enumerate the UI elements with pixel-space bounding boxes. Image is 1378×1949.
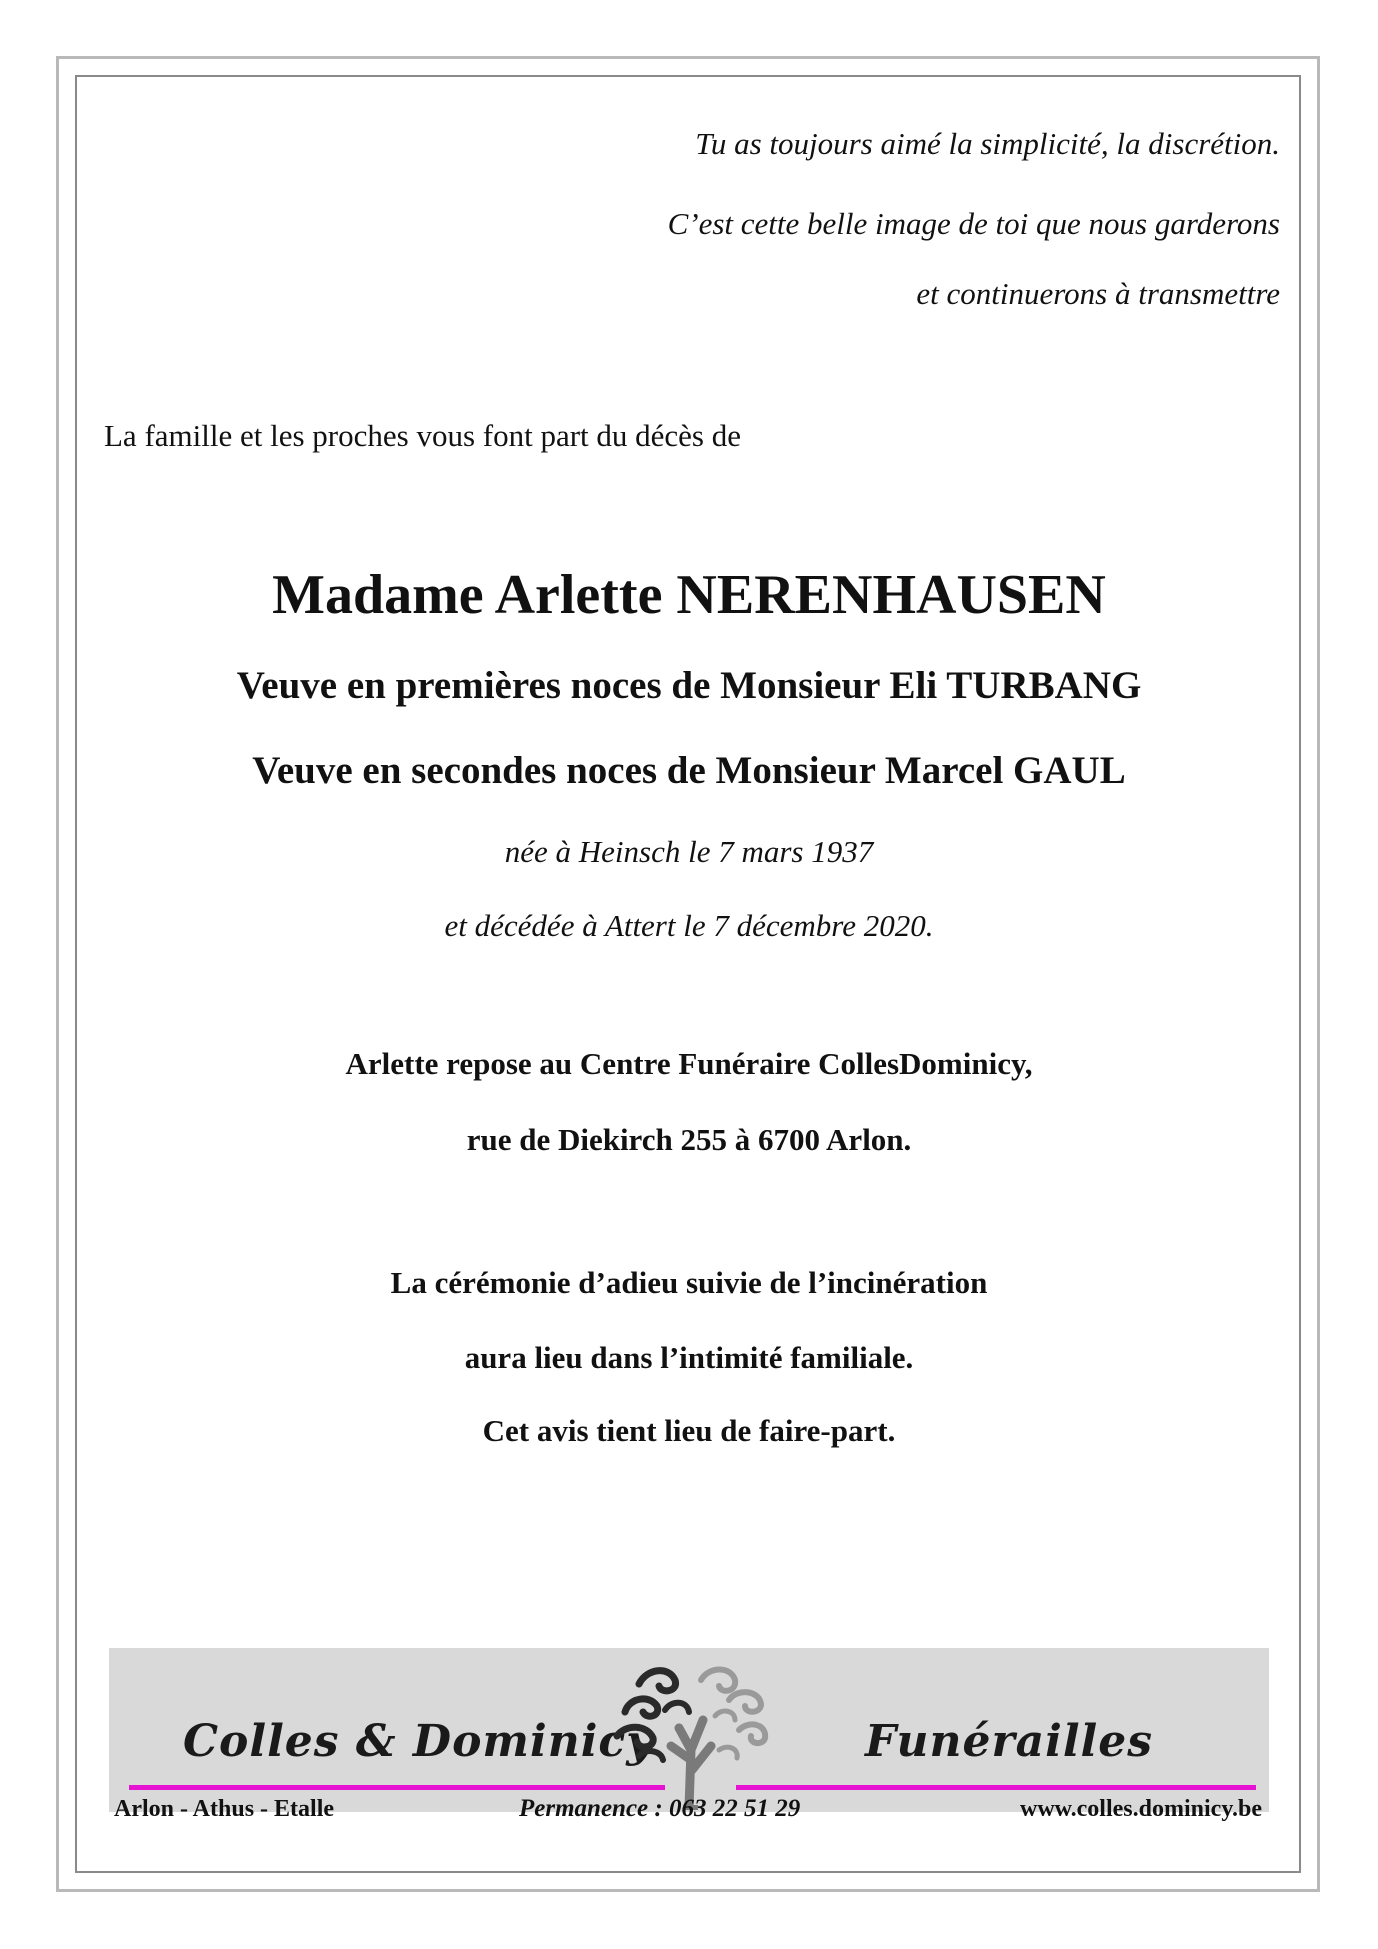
birth-info: née à Heinsch le 7 mars 1937 <box>504 834 874 869</box>
quote-line-1: Tu as toujours aimé la simplicité, la discrétion. <box>695 126 1280 161</box>
quote-line-3: et continuerons à transmettre <box>916 276 1280 311</box>
brand-tagline: Funérailles <box>865 1716 1154 1767</box>
ceremony-line-1: La cérémonie d’adieu suivie de l’incinération <box>390 1265 988 1300</box>
deceased-name: Madame Arlette NERENHAUSEN <box>272 564 1106 626</box>
announcement-intro: La famille et les proches vous font part du décès de <box>104 418 741 453</box>
widow-first-marriage: Veuve en premières noces de Monsieur Eli TURBANG <box>236 664 1142 707</box>
ceremony-line-2: aura lieu dans l’intimité familiale. <box>464 1340 914 1375</box>
funeral-home-banner <box>109 1648 1269 1812</box>
brand-name: Colles & Dominicy <box>183 1716 653 1767</box>
death-info: et décédée à Attert le 7 décembre 2020. <box>444 908 934 943</box>
quote-line-2: C’est cette belle image de toi que nous garderons <box>667 206 1280 241</box>
accent-line-right <box>736 1785 1256 1790</box>
repose-line-1: Arlette repose au Centre Funéraire CollesDominicy, <box>345 1046 1033 1081</box>
permanence-phone: Permanence : 063 22 51 29 <box>519 1795 801 1822</box>
accent-line-left <box>129 1785 665 1790</box>
website-text: www.colles.dominicy.be <box>1019 1796 1262 1822</box>
repose-line-2: rue de Diekirch 255 à 6700 Arlon. <box>466 1122 912 1157</box>
widow-second-marriage: Veuve en secondes noces de Monsieur Marcel GAUL <box>252 749 1126 792</box>
locations-text: Arlon - Athus - Etalle <box>114 1796 335 1822</box>
ceremony-line-3: Cet avis tient lieu de faire-part. <box>482 1413 896 1448</box>
tree-icon <box>599 1650 789 1810</box>
inner-border <box>75 75 1301 1873</box>
